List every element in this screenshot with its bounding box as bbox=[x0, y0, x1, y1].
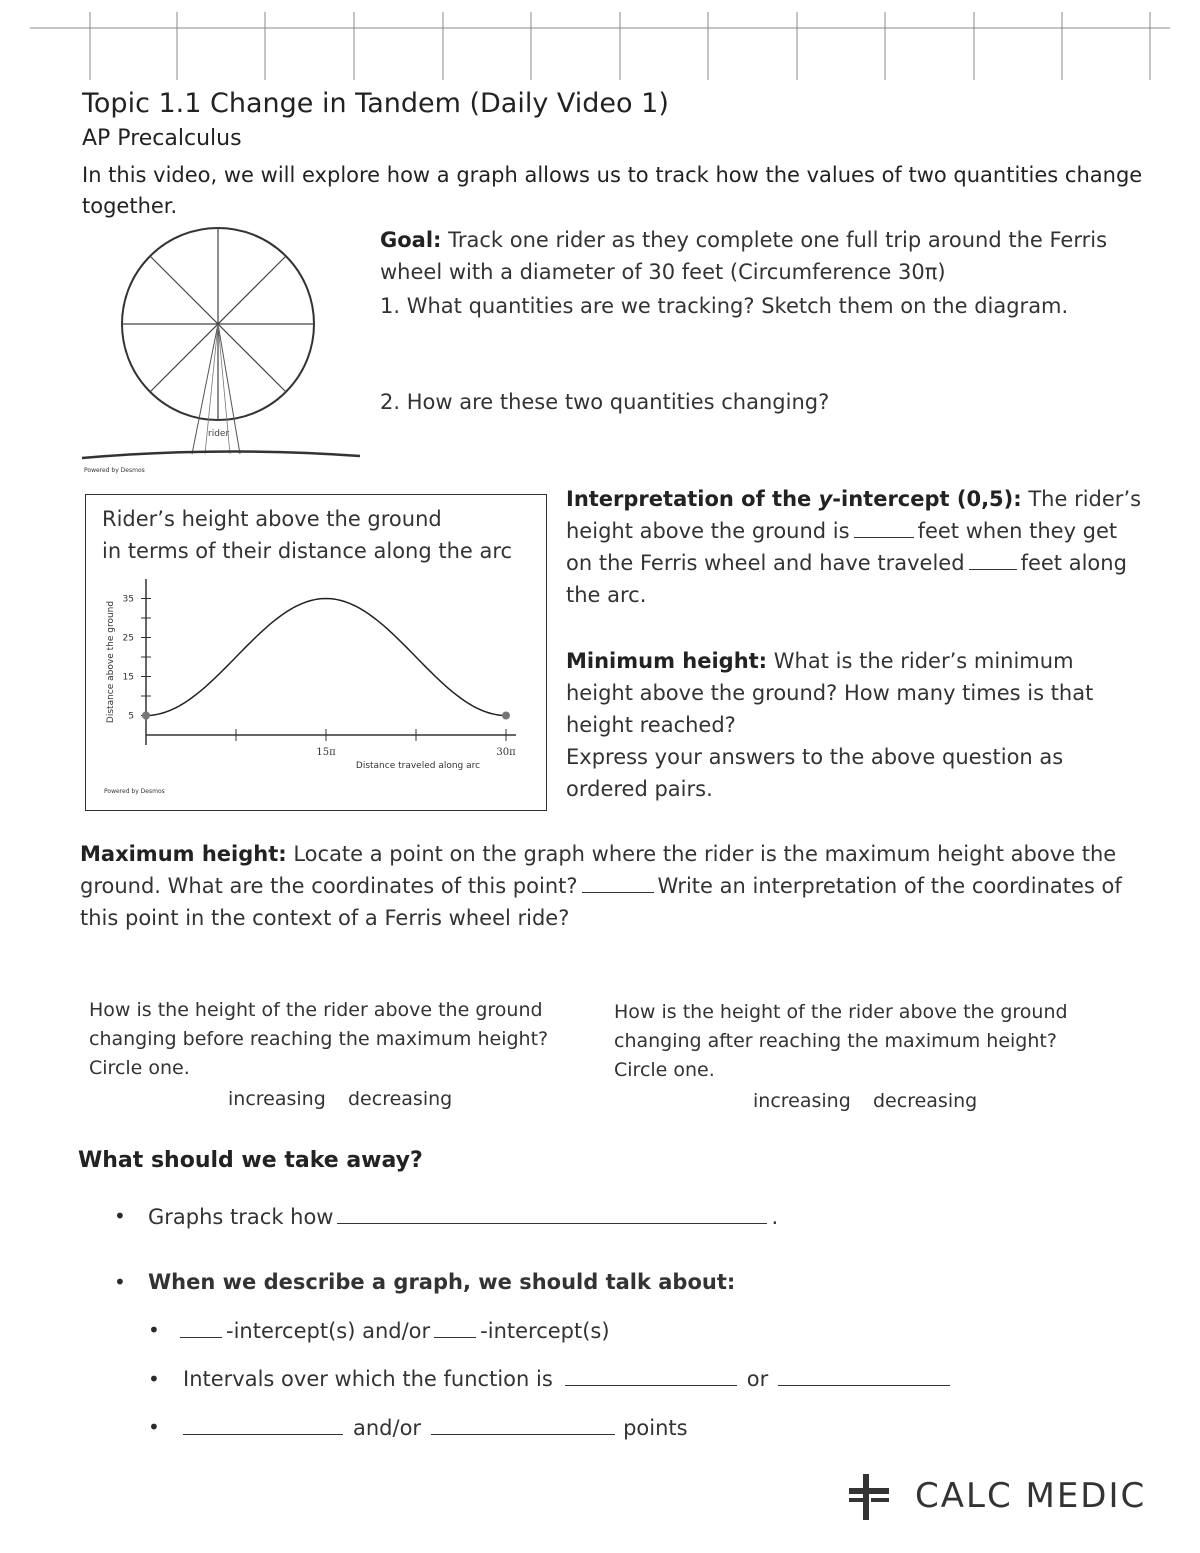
graph-caption-line-1: Rider’s height above the ground bbox=[102, 507, 442, 531]
y-tick-label: 25 bbox=[122, 633, 134, 644]
points-and-or-text: and/or bbox=[353, 1416, 422, 1440]
intervals-text: Intervals over which the function is bbox=[183, 1367, 553, 1391]
after-max-question: How is the height of the rider above the ground changing after reaching the maximum height? Circle one. bbox=[614, 1001, 1068, 1081]
height-curve bbox=[146, 599, 506, 716]
x-tick-label: 15π bbox=[316, 747, 336, 758]
question-1: 1. What quantities are we tracking? Sketch them on the diagram. bbox=[380, 294, 1069, 318]
y-tick-label: 5 bbox=[128, 711, 134, 722]
intercepts-text-a: -intercept(s) and/or bbox=[226, 1319, 431, 1343]
minimum-height-paragraph bbox=[566, 645, 1136, 741]
x-axis-label: Distance traveled along arc bbox=[355, 761, 481, 771]
intercepts-line bbox=[180, 1319, 610, 1343]
goal-paragraph bbox=[380, 224, 1140, 288]
maximum-height-label: Maximum height: bbox=[80, 842, 287, 866]
before-max-option-decreasing[interactable]: decreasing bbox=[348, 1088, 453, 1110]
after-max-option-decreasing[interactable]: decreasing bbox=[873, 1090, 978, 1112]
y-intercept-label bbox=[566, 487, 1022, 511]
y-intercept-text-1: The rider’s height above the ground is bbox=[566, 487, 1142, 543]
calc-medic-logo-icon bbox=[845, 1472, 893, 1522]
points-line bbox=[183, 1416, 688, 1440]
before-max-question: How is the height of the rider above the ground changing before reaching the maximum height? Circle one. bbox=[89, 999, 549, 1079]
ordered-pairs-instruction: Express your answers to the above question as ordered pairs. bbox=[566, 745, 1064, 801]
course-subtitle: AP Precalculus bbox=[82, 126, 242, 151]
y-intercept-label-pre: Interpretation of the bbox=[566, 487, 819, 511]
sub-bullet-dot: • bbox=[148, 1318, 160, 1342]
ferris-wheel-diagram bbox=[80, 222, 370, 477]
maximum-height-text-2: Write an interpretation of the coordinates of this point in the context of a Ferris wheel ride? bbox=[80, 874, 1122, 930]
calc-medic-brand: CALC MEDIC bbox=[915, 1476, 1147, 1516]
points-text: points bbox=[623, 1416, 688, 1440]
graphs-track-how-text: Graphs track how bbox=[148, 1205, 334, 1229]
minimum-height-text: What is the rider’s minimum height above the ground? How many times is that height reached? bbox=[566, 649, 1094, 737]
takeaway-bullet-2: When we describe a graph, we should talk about: bbox=[148, 1270, 736, 1294]
goal-text: Track one rider as they complete one full trip around the Ferris wheel with a diameter of 30 feet (Circumference 30π) bbox=[380, 228, 1108, 284]
bullet-dot: • bbox=[114, 1204, 126, 1228]
after-max-option-increasing[interactable]: increasing bbox=[753, 1090, 851, 1112]
y-tick-label: 15 bbox=[122, 672, 134, 683]
minimum-height-label: Minimum height: bbox=[566, 649, 768, 673]
bullet-dot: • bbox=[114, 1270, 126, 1294]
x-tick-label: 30π bbox=[496, 747, 516, 758]
graph-caption-line-2: in terms of their distance along the arc bbox=[102, 539, 513, 563]
goal-label: Goal: bbox=[380, 228, 442, 252]
top-grid-lines bbox=[0, 0, 1200, 90]
intercept-var-blank-2[interactable] bbox=[434, 1336, 476, 1338]
powered-by-desmos-text: Powered by Desmos bbox=[104, 788, 165, 795]
page-title: Topic 1.1 Change in Tandem (Daily Video 1) bbox=[82, 88, 669, 119]
y-intercept-label-var: y bbox=[818, 487, 833, 511]
takeaway-bullet-1 bbox=[148, 1205, 778, 1229]
intercepts-text-b: -intercept(s) bbox=[480, 1319, 610, 1343]
powered-by-desmos-text: Powered by Desmos bbox=[84, 467, 145, 474]
intercept-var-blank-1[interactable] bbox=[180, 1336, 222, 1338]
takeaway-heading: What should we take away? bbox=[78, 1148, 423, 1173]
before-max-option-increasing[interactable]: increasing bbox=[228, 1088, 326, 1110]
graph-box bbox=[85, 494, 547, 811]
y-axis-label: Distance above the ground bbox=[106, 600, 116, 724]
y-intercept-text-3: feet along the arc. bbox=[566, 551, 1127, 607]
rider-label: rider bbox=[208, 429, 230, 439]
sub-bullet-dot: • bbox=[148, 1367, 160, 1391]
height-answer-blank[interactable] bbox=[854, 536, 914, 538]
intervals-line bbox=[183, 1367, 954, 1391]
intervals-or-text: or bbox=[746, 1367, 769, 1391]
graphs-track-how-blank[interactable] bbox=[337, 1222, 767, 1224]
maximum-height-paragraph bbox=[80, 838, 1150, 934]
intervals-blank-1[interactable] bbox=[565, 1384, 737, 1386]
y-intercept-text-2: feet when they get on the Ferris wheel and have traveled bbox=[566, 519, 1118, 575]
intervals-blank-2[interactable] bbox=[778, 1384, 950, 1386]
intro-text: In this video, we will explore how a graph allows us to track how the values of two quantities change together. bbox=[82, 163, 1143, 218]
end-point bbox=[502, 712, 510, 720]
question-2: 2. How are these two quantities changing? bbox=[380, 390, 830, 414]
points-blank-1[interactable] bbox=[183, 1433, 343, 1435]
points-blank-2[interactable] bbox=[431, 1433, 615, 1435]
sub-bullet-dot: • bbox=[148, 1415, 160, 1439]
y-tick-label: 35 bbox=[122, 594, 134, 605]
y-intercept-label-post: -intercept (0,5): bbox=[832, 487, 1022, 511]
height-vs-distance-chart bbox=[86, 575, 544, 805]
max-coordinates-blank[interactable] bbox=[582, 891, 654, 893]
ground-line bbox=[82, 451, 360, 458]
bullet-1-period: . bbox=[771, 1205, 779, 1229]
maximum-height-text-1: Locate a point on the graph where the rider is the maximum height above the ground. What are the coordinates of this point? bbox=[80, 842, 1117, 898]
y-intercept-paragraph bbox=[566, 483, 1146, 611]
distance-answer-blank[interactable] bbox=[969, 568, 1017, 570]
start-point bbox=[142, 712, 150, 720]
